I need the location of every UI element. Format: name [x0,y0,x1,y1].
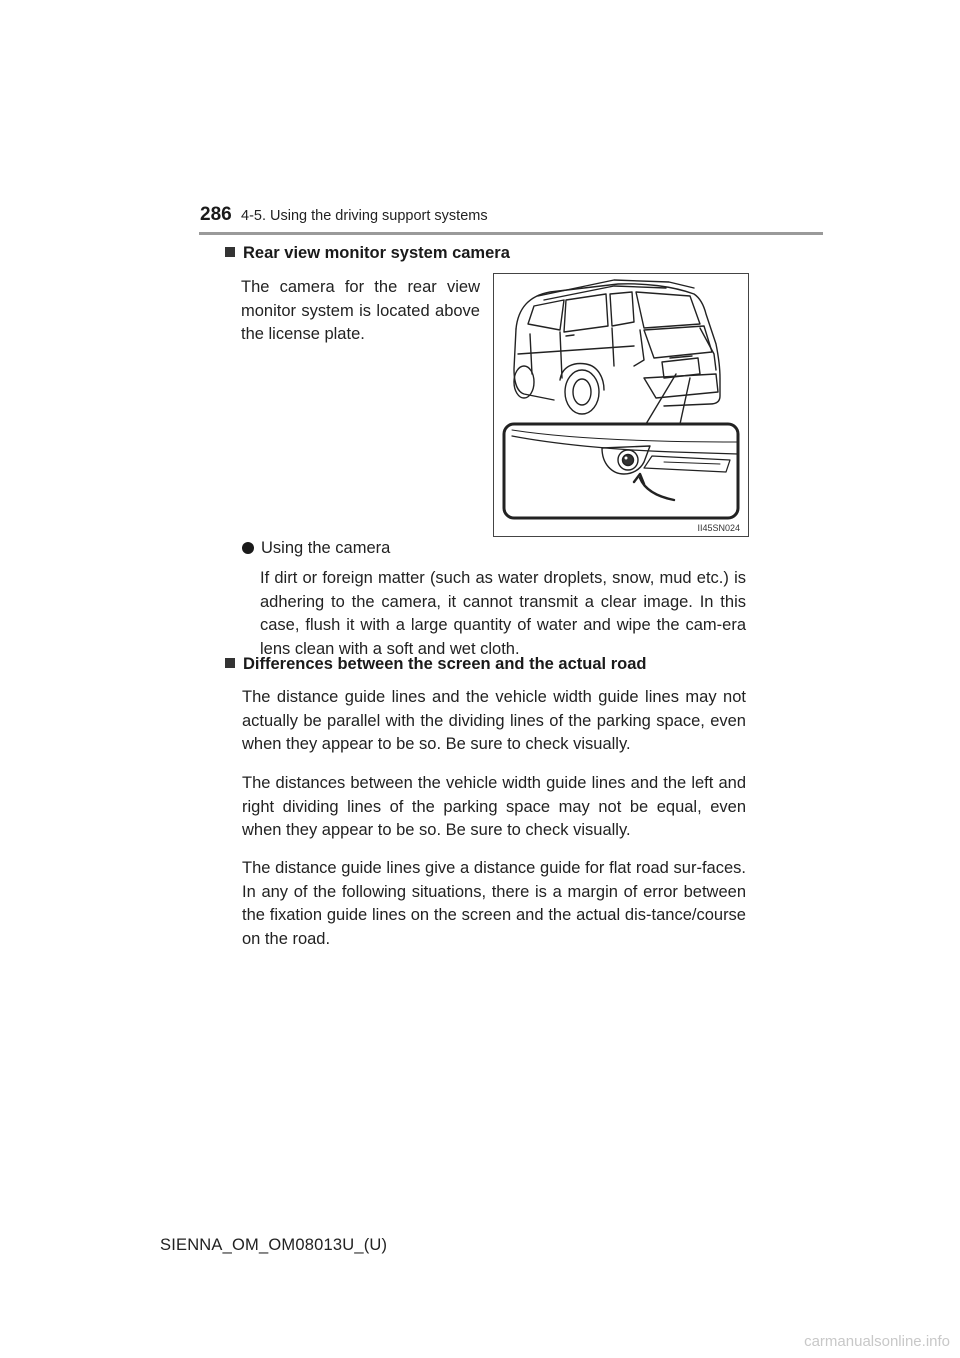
paragraph-guide-lines-parallel: The distance guide lines and the vehicle width guide lines may not actually be parallel with the dividing lines of the parking space, even when they appear to be so. Be sure to check visually. [242,688,746,753]
bullet-using-camera [242,539,390,558]
bullet-title: Using the camera [261,539,391,557]
heading-text: Differences between the screen and the actual road [243,655,647,673]
square-bullet-icon [225,247,235,257]
heading-text: Rear view monitor system camera [243,244,510,262]
paragraph-guide-lines-distance: The distances between the vehicle width guide lines and the left and right dividing lines of the parking space may not be equal, even when they appear to be so. Be sure to check visually. [242,774,746,839]
paragraph-flat-road: The distance guide lines give a distance guide for flat road sur-faces. In any of the following situations, there is a margin of error between the fixation guide lines on the screen and the actual dis-tance/course on the road. [242,859,746,948]
page-number: 286 [200,204,232,225]
heading-rear-view-camera [225,244,510,263]
square-bullet-icon [225,658,235,668]
camera-location-figure [493,273,749,537]
header-divider [199,232,823,235]
watermark: carmanualsonline.info [804,1333,950,1350]
bullet-paragraph: If dirt or foreign matter (such as water droplets, snow, mud etc.) is adhering to the camera, it cannot transmit a clear image. In this case, flush it with a large quantity of water and wipe the cam-era lens clean with a soft and wet cloth. [260,569,746,658]
document-code: SIENNA_OM_OM08013U_(U) [160,1236,388,1254]
minivan-rear-camera-illustration [494,274,748,536]
figure-code: II45SN024 [697,523,740,533]
intro-paragraph: The camera for the rear view monitor system is located above the license plate. [241,278,480,343]
heading-differences [225,655,646,674]
section-title: 4-5. Using the driving support systems [241,208,488,224]
bullet-dot-icon [242,542,254,554]
